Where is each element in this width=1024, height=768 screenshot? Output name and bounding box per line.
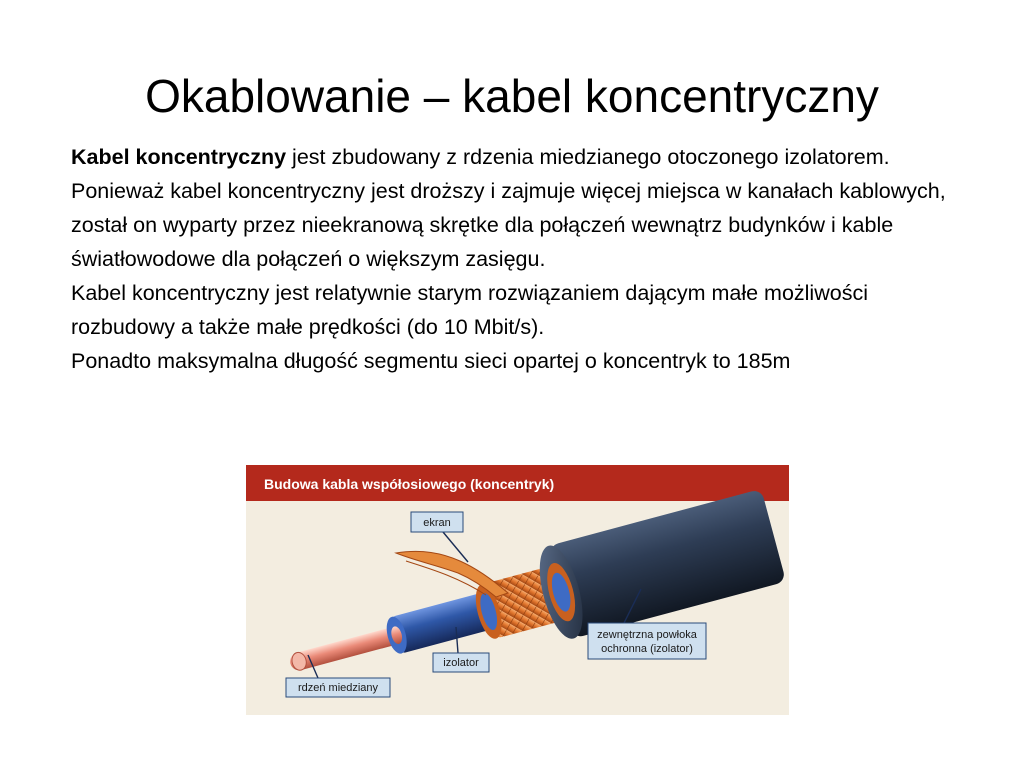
paragraph-4: Ponadto maksymalna długość segmentu sieci opartej o koncentryk to 185m [71, 349, 791, 373]
label-screen-text: ekran [423, 517, 451, 529]
label-insulator-text: izolator [443, 657, 479, 669]
intro-bold-term: Kabel koncentryczny [71, 145, 287, 169]
label-jacket-text-line2: ochronna (izolator) [601, 643, 693, 655]
slide-body [71, 140, 961, 378]
intro-paragraph [71, 140, 961, 174]
figure-caption: Budowa kabla współosiowego (koncentryk) [264, 476, 555, 492]
intro-rest: jest zbudowany z rdzenia miedzianego otoczonego izolatorem. [286, 145, 890, 169]
coax-cable-figure [246, 465, 789, 715]
slide-title: Okablowanie – kabel koncentryczny [145, 70, 879, 122]
label-jacket-text-line1: zewnętrzna powłoka [597, 629, 697, 641]
paragraph-2: Ponieważ kabel koncentryczny jest droższy i zajmuje więcej miejsca w kanałach kablowych, został on wyparty przez nieekranową skrętke dla połączeń wewnątrz budynków i kable światłowodowe dla połączeń o większym zasięgu. [71, 179, 946, 271]
paragraph-3: Kabel koncentryczny jest relatywnie starym rozwiązaniem dającym małe możliwości rozbudowy a także małe prędkości (do 10 Mbit/s). [71, 281, 868, 339]
label-core-text: rdzeń miedziany [297, 682, 379, 694]
